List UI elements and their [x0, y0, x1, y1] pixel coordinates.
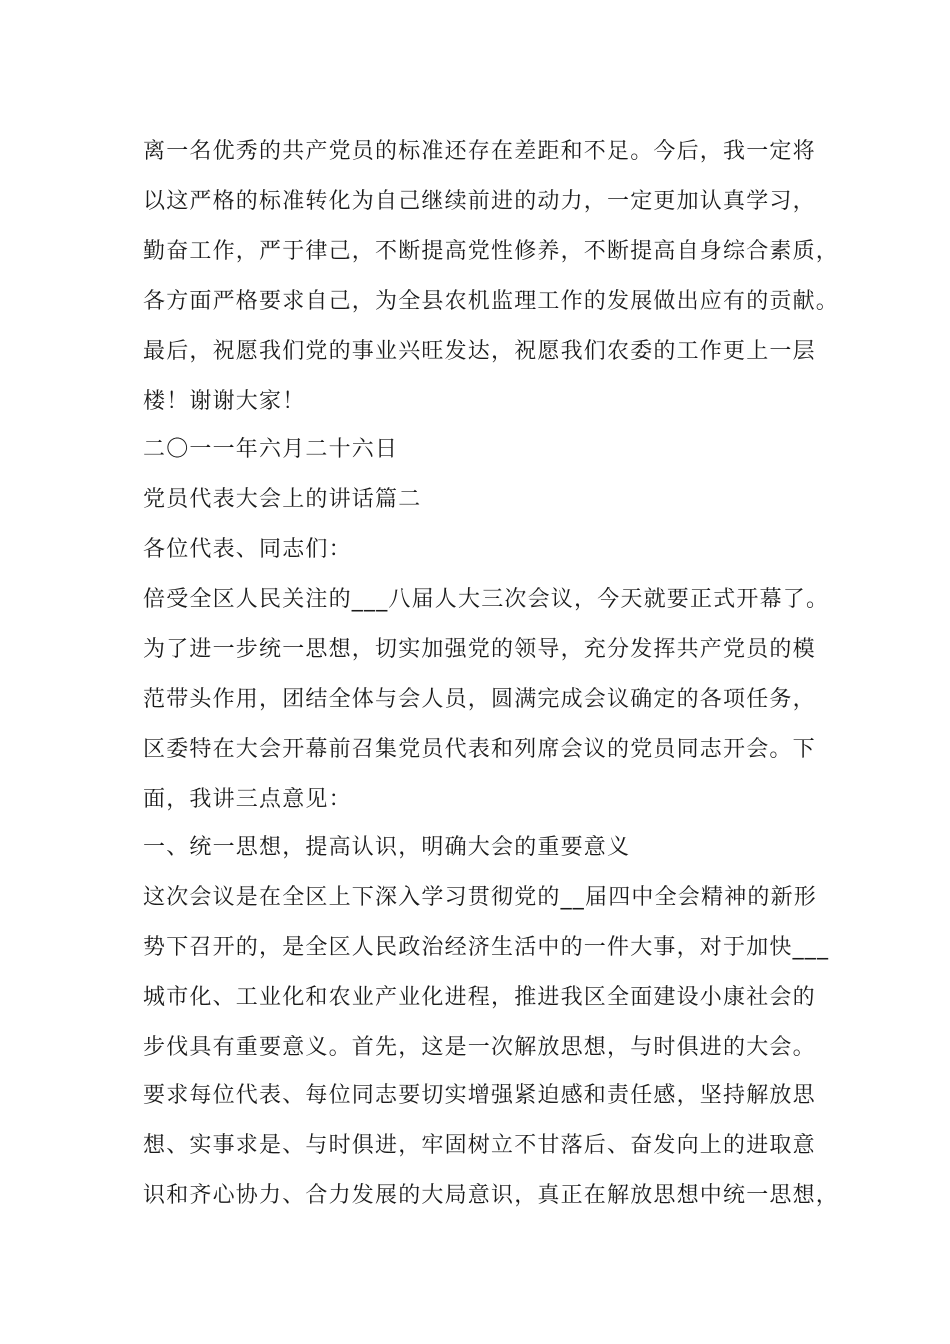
text-line: 最后，祝愿我们党的事业兴旺发达，祝愿我们农委的工作更上一层 [143, 339, 816, 364]
text-line: 倍受全区人民关注的___八届人大三次会议，今天就要正式开幕了。 [143, 587, 830, 612]
text-line: 城市化、工业化和农业产业化进程，推进我区全面建设小康社会的 [143, 985, 816, 1010]
text-line: 要求每位代表、每位同志要切实增强紧迫感和责任感，坚持解放思 [143, 1083, 816, 1108]
text-line: 想、实事求是、与时俱进，牢固树立不甘落后、奋发向上的进取意 [143, 1133, 816, 1158]
text-line: 识和齐心协力、合力发展的大局意识，真正在解放思想中统一思想， [143, 1183, 840, 1208]
text-line: 步伐具有重要意义。首先，这是一次解放思想，与时俱进的大会。 [143, 1035, 816, 1060]
text-line: 楼！谢谢大家！ [143, 389, 306, 414]
text-line: 面，我讲三点意见： [143, 787, 352, 812]
text-line: 范带头作用，团结全体与会人员，圆满完成会议确定的各项任务， [143, 687, 816, 712]
text-line: 以这严格的标准转化为自己继续前进的动力，一定更加认真学习， [143, 189, 816, 214]
section-title: 党员代表大会上的讲话篇二 [143, 487, 422, 512]
date-line: 二〇一一年六月二十六日 [143, 437, 399, 462]
salutation: 各位代表、同志们： [143, 537, 352, 562]
text-line: 离一名优秀的共产党员的标准还存在差距和不足。今后，我一定将 [143, 139, 816, 164]
text-line: 区委特在大会开幕前召集党员代表和列席会议的党员同志开会。下 [143, 737, 816, 762]
text-line: 各方面严格要求自己，为全县农机监理工作的发展做出应有的贡献。 [143, 289, 840, 314]
text-line: 勤奋工作，严于律己，不断提高党性修养，不断提高自身综合素质， [143, 239, 840, 264]
heading-point-one: 一、统一思想，提高认识，明确大会的重要意义 [143, 835, 631, 860]
text-line: 为了进一步统一思想，切实加强党的领导，充分发挥共产党员的模 [143, 637, 816, 662]
text-line: 这次会议是在全区上下深入学习贯彻党的__届四中全会精神的新形 [143, 885, 818, 910]
text-line: 势下召开的，是全区人民政治经济生活中的一件大事，对于加快___ [143, 935, 830, 960]
